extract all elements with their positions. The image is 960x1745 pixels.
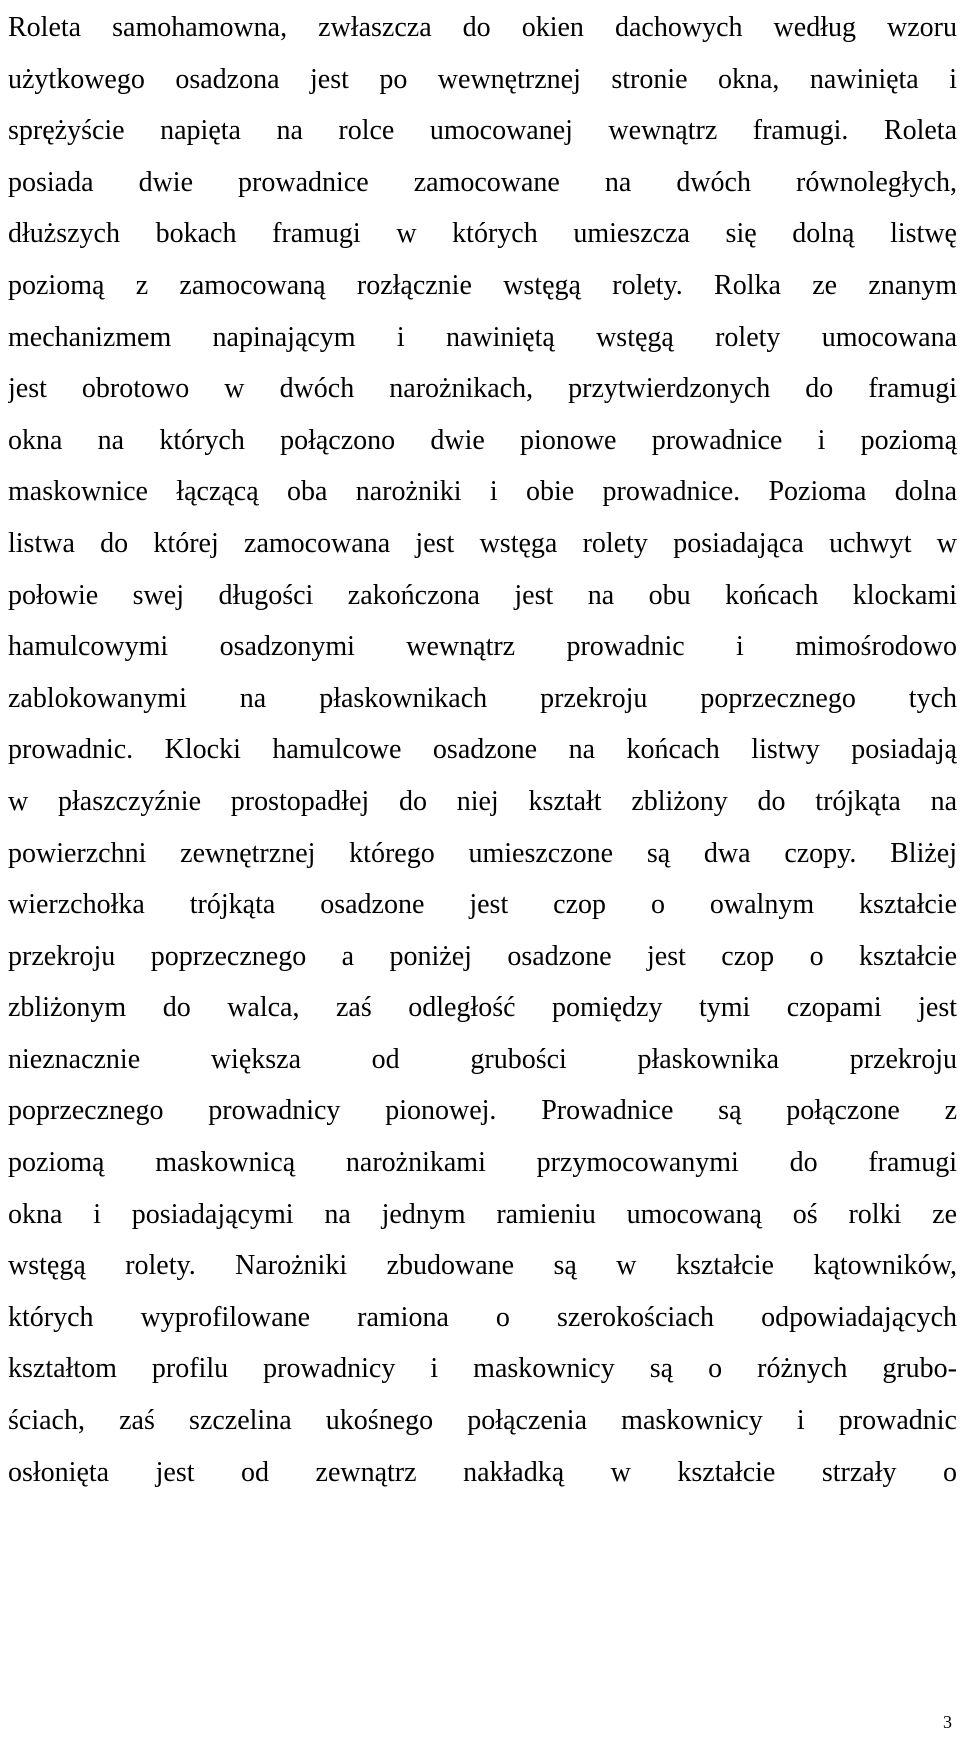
text-line: nieznacznie większa od grubości płaskownika przekroju — [8, 1043, 957, 1075]
text-line: połowie swej długości zakończona jest na obu końcach klockami — [8, 579, 957, 611]
text-line: hamulcowymi osadzonymi wewnątrz prowadnic i mimośrodowo — [8, 631, 957, 663]
text-line: zablokowanymi na płaskownikach przekroju poprzecznego tych — [8, 682, 957, 714]
text-line: prowadnic. Klocki hamulcowe osadzone na końcach listwy posiadają — [8, 734, 957, 766]
text-line: przekroju poprzecznego a poniżej osadzone jest czop o kształcie — [8, 940, 957, 972]
text-line: osłonięta jest od zewnątrz nakładką w kształcie strzały o — [8, 1456, 957, 1488]
text-line: Roleta samohamowna, zwłaszcza do okien dachowych według wzoru — [8, 12, 957, 43]
text-line: jest obrotowo w dwóch narożnikach, przytwierdzonych do framugi — [8, 373, 957, 405]
text-line: listwa do której zamocowana jest wstęga rolety posiadająca uchwyt w — [8, 527, 957, 559]
text-line: poprzecznego prowadnicy pionowej. Prowadnice są połączone z — [8, 1095, 957, 1127]
text-line: mechanizmem napinającym i nawiniętą wstęgą rolety umocowana — [8, 321, 957, 353]
text-line: posiada dwie prowadnice zamocowane na dwóch równoległych, — [8, 166, 957, 198]
text-line: poziomą maskownicą narożnikami przymocowanymi do framugi — [8, 1147, 957, 1179]
page-number: 3 — [943, 1712, 952, 1732]
text-line: wierzchołka trójkąta osadzone jest czop o owalnym kształcie — [8, 889, 957, 921]
text-line: kształtom profilu prowadnicy i maskownicy są o różnych grubo- — [8, 1353, 957, 1385]
text-line: okna na których połączono dwie pionowe prowadnice i poziomą — [8, 424, 957, 456]
body-text — [8, 2, 957, 1498]
text-line: sprężyście napięta na rolce umocowanej wewnątrz framugi. Roleta — [8, 115, 957, 147]
text-line: w płaszczyźnie prostopadłej do niej kształt zbliżony do trójkąta na — [8, 785, 957, 817]
text-line: poziomą z zamocowaną rozłącznie wstęgą rolety. Rolka ze znanym — [8, 269, 957, 301]
text-line: ściach, zaś szczelina ukośnego połączenia maskownicy i prowadnic — [8, 1405, 957, 1437]
text-line: zbliżonym do walca, zaś odległość pomiędzy tymi czopami jest — [8, 992, 957, 1024]
text-line: okna i posiadającymi na jednym ramieniu umocowaną oś rolki ze — [8, 1198, 957, 1230]
text-line: użytkowego osadzona jest po wewnętrznej stronie okna, nawinięta i — [8, 63, 957, 95]
text-line: których wyprofilowane ramiona o szerokościach odpowiadających — [8, 1301, 957, 1333]
text-line: powierzchni zewnętrznej którego umieszczone są dwa czopy. Bliżej — [8, 837, 957, 869]
text-line: dłuższych bokach framugi w których umieszcza się dolną listwę — [8, 218, 957, 250]
text-line: wstęgą rolety. Narożniki zbudowane są w kształcie kątowników, — [8, 1250, 957, 1282]
text-line: maskownice łączącą oba narożniki i obie prowadnice. Pozioma dolna — [8, 476, 957, 508]
